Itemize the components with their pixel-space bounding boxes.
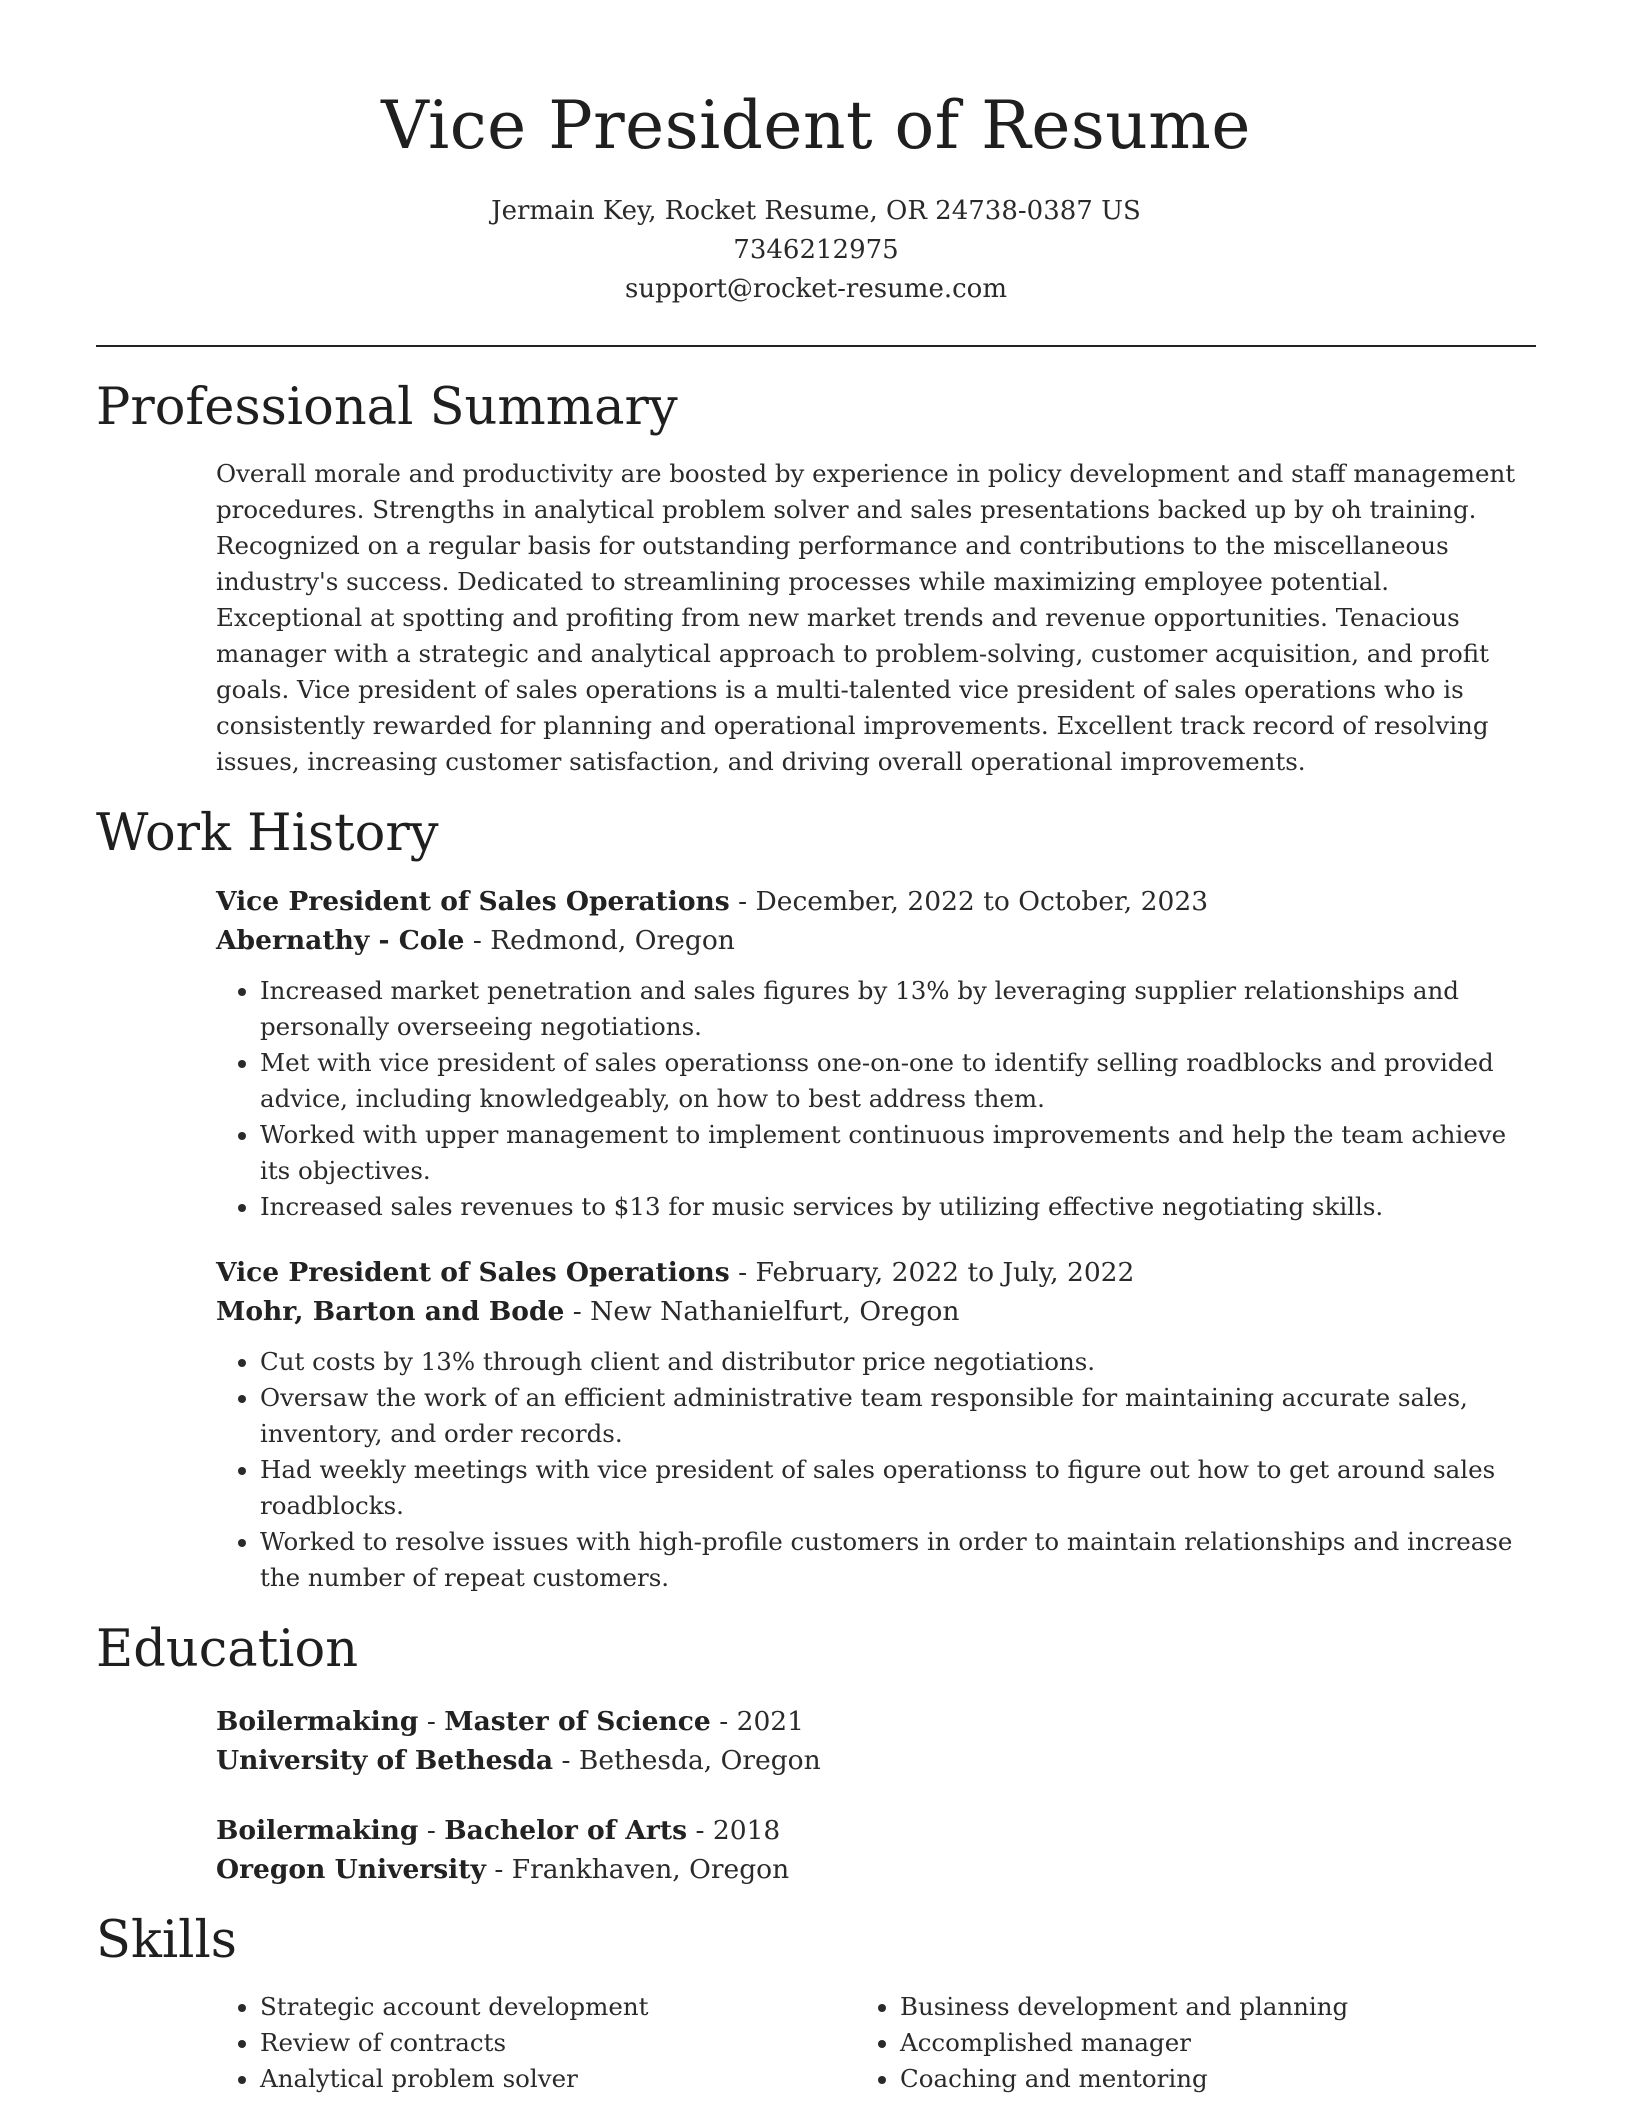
summary-text: Overall morale and productivity are boosted by experience in policy development and staff management procedures. Strengths in analytical problem solver and sales presentations backed up by oh training. Recognized on a regular basis for outstanding performance and contributions to the miscellaneous industry's success. Dedicated to streamlining processes while maximizing employee potential. Exceptional at spotting and profiting from new market trends and revenue opportunities. Tenacious manager with a strategic and analytical approach to problem-solving, customer acquisition, and profit goals. Vice president of sales operations is a multi-talented vice president of sales operations who is consistently rewarded for planning and operational improvements. Excellent track record of resolving issues, increasing customer satisfaction, and driving overall operational improvements.	[216, 459, 1516, 776]
job-company: Mohr, Barton and Bode	[216, 1296, 565, 1327]
skills-section	[96, 1909, 1536, 2097]
separator: -	[729, 1257, 756, 1288]
professional-summary-section	[96, 376, 1536, 780]
degree-year: 2018	[712, 1815, 781, 1846]
job-title-line	[216, 882, 1536, 921]
job-position: Vice President of Sales Operations	[216, 886, 730, 917]
job-bullet: • Met with vice president of sales operationss one-on-one to identify selling roadblocks and provided advice, including knowledgeably, on how to best address them.	[260, 1045, 1536, 1117]
job-location: Redmond, Oregon	[490, 925, 735, 956]
section-title-work: Work History	[96, 804, 439, 863]
contact-email: support@rocket-resume.com	[624, 274, 1007, 304]
degree-name: Bachelor of Arts	[444, 1815, 688, 1846]
job-bullet: • Increased sales revenues to $13 for music services by utilizing effective negotiating skills.	[260, 1189, 1536, 1225]
job-location: New Nathanielfurt, Oregon	[590, 1296, 960, 1327]
job-entry	[216, 882, 1536, 1225]
separator: -	[464, 925, 491, 956]
job-bullets	[216, 1344, 1536, 1596]
job-bullet: • Increased market penetration and sales figures by 13% by leveraging supplier relationships and personally overseeing negotiations.	[260, 973, 1536, 1045]
job-bullet: • Oversaw the work of an efficient administrative team responsible for maintaining accurate sales, inventory, and order records.	[260, 1380, 1536, 1452]
separator: -	[729, 886, 756, 917]
degree-name: Master of Science	[444, 1706, 711, 1737]
degree-line	[216, 1811, 1536, 1850]
school-location: Frankhaven, Oregon	[511, 1854, 790, 1885]
degree-year: 2021	[736, 1706, 805, 1737]
separator: -	[418, 1706, 445, 1737]
skills-column-right	[856, 1989, 1496, 2097]
skill-item: • Strategic account development	[260, 1989, 856, 2025]
contact-address: Jermain Key, Rocket Resume, OR 24738-0387 US	[491, 196, 1141, 226]
separator: -	[687, 1815, 713, 1846]
skill-item: • Coaching and mentoring	[900, 2061, 1496, 2097]
school-name: University of Bethesda	[216, 1745, 554, 1776]
separator: -	[485, 1854, 512, 1885]
header-divider	[96, 345, 1536, 347]
skills-bullets	[856, 1989, 1496, 2097]
skill-item: • Review of contracts	[260, 2025, 856, 2061]
job-entry	[216, 1253, 1536, 1596]
degree-field: Boilermaking	[216, 1815, 419, 1846]
resume-title: Vice President of Resume	[381, 87, 1251, 164]
school-line	[216, 1850, 1536, 1889]
separator: -	[564, 1296, 591, 1327]
education-entry	[216, 1702, 1536, 1780]
job-dates: December, 2022 to October, 2023	[755, 886, 1209, 917]
job-company-line	[216, 1292, 1536, 1331]
degree-field: Boilermaking	[216, 1706, 419, 1737]
skills-column-left	[216, 1989, 856, 2097]
job-bullets	[216, 973, 1536, 1225]
separator: -	[710, 1706, 737, 1737]
contact-phone: 7346212975	[733, 235, 899, 265]
education-entry	[216, 1811, 1536, 1889]
job-bullet: • Cut costs by 13% through client and distributor price negotiations.	[260, 1344, 1536, 1380]
skill-item: • Analytical problem solver	[260, 2061, 856, 2097]
separator: -	[553, 1745, 579, 1776]
school-line	[216, 1741, 1536, 1780]
job-bullet: • Worked to resolve issues with high-profile customers in order to maintain relationships and increase the number of repeat customers.	[260, 1524, 1536, 1596]
resume-header	[0, 0, 1632, 309]
job-bullet: • Worked with upper management to implement continuous improvements and help the team achieve its objectives.	[260, 1117, 1536, 1189]
job-bullet: • Had weekly meetings with vice president of sales operationss to figure out how to get around sales roadblocks.	[260, 1452, 1536, 1524]
separator: -	[418, 1815, 445, 1846]
skill-item: • Business development and planning	[900, 1989, 1496, 2025]
skills-list	[216, 1989, 1536, 2097]
education-section	[96, 1618, 1536, 1889]
job-position: Vice President of Sales Operations	[216, 1257, 730, 1288]
job-dates: February, 2022 to July, 2022	[755, 1257, 1135, 1288]
skills-bullets	[216, 1989, 856, 2097]
section-title-education: Education	[96, 1620, 359, 1679]
skill-item: • Accomplished manager	[900, 2025, 1496, 2061]
section-title-skills: Skills	[96, 1911, 237, 1970]
school-name: Oregon University	[216, 1854, 486, 1885]
job-title-line	[216, 1253, 1536, 1292]
job-company: Abernathy - Cole	[216, 925, 465, 956]
school-location: Bethesda, Oregon	[578, 1745, 821, 1776]
section-title-summary: Professional Summary	[96, 378, 678, 437]
contact-block	[0, 192, 1632, 309]
degree-line	[216, 1702, 1536, 1741]
job-company-line	[216, 921, 1536, 960]
work-history-section	[96, 802, 1536, 1596]
education-list	[216, 1702, 1536, 1889]
work-history-list	[216, 882, 1536, 1596]
